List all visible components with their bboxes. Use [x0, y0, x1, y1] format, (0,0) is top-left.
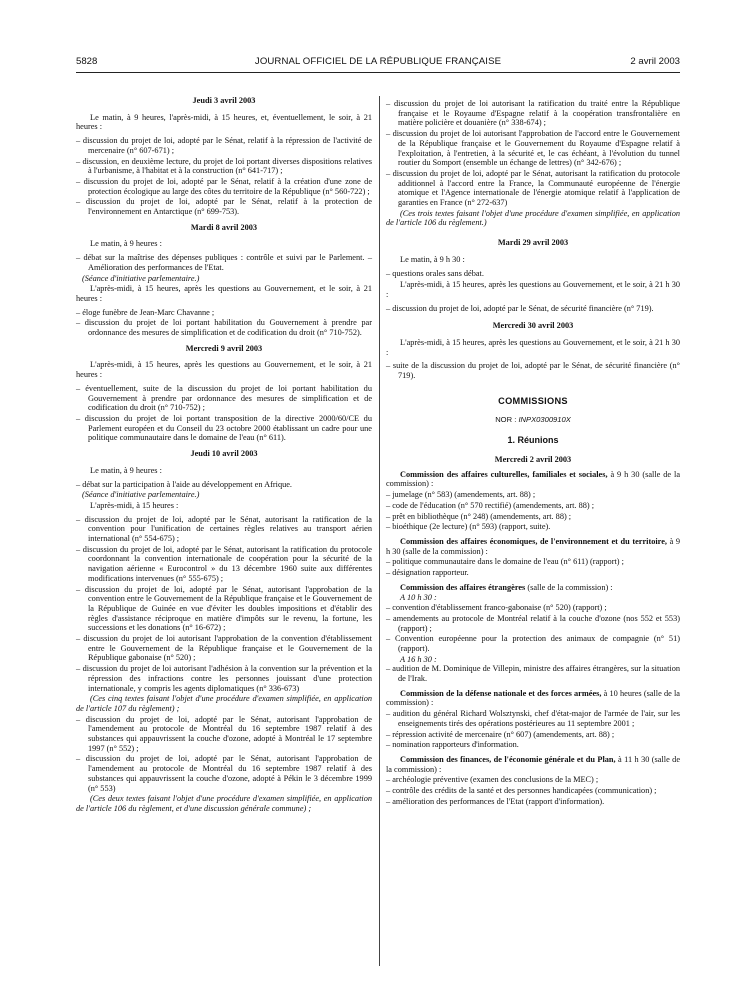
commission-name: Commission des affaires étrangères — [400, 582, 526, 592]
agenda-item: – discussion du projet de loi, adopté par le Sénat, relatif à la répression de l'activité de mercenaire (n° 607-671) ; — [76, 136, 372, 155]
day-heading: Mercredi 9 avril 2003 — [185, 343, 263, 353]
agenda-list — [76, 480, 372, 490]
section-title: COMMISSIONS — [498, 395, 568, 406]
agenda-item: – nomination rapporteurs d'information. — [386, 740, 680, 750]
agenda-list — [76, 308, 372, 338]
agenda-item: – discussion du projet de loi, adopté par le Sénat, autorisant l'approbation de la convention entre le Gouvernement de la République française et le Gouvernement de la République de Guinée en vue d'éviter les doubles impositions et d'établir des règles d'assistance réciproque en matière d'impôts sur le revenu, la fortune, les successions et les donations (n° 16-672) ; — [76, 585, 372, 634]
session-note: (Séance d'initiative parlementaire.) — [82, 273, 200, 283]
commission-heading — [386, 537, 680, 556]
agenda-item: – audition du général Richard Wolsztynski, chef d'état-major de l'armée de l'air, sur les enseignements tirés des opérations postérieures au 11 septembre 2001 ; — [386, 709, 680, 728]
commission-name: Commission des affaires économiques, de l'environnement et du territoire, — [400, 536, 667, 546]
commission-agenda — [386, 603, 680, 654]
page-header — [76, 56, 680, 70]
agenda-item: – discussion du projet de loi, adopté par le Sénat, autorisant la ratification de la convention pour l'unification de certaines règles relatives au transport aérien international (n° 554-675) ; — [76, 515, 372, 544]
agenda-item: – discussion du projet de loi, adopté par le Sénat, relatif à la protection de l'environnement en Antarctique (n° 699-753). — [76, 197, 372, 216]
agenda-item: – éloge funèbre de Jean-Marc Chavanne ; — [76, 308, 372, 318]
day-heading: Mardi 8 avril 2003 — [190, 222, 258, 232]
agenda-item: – discussion du projet de loi portant habilitation du Gouvernement à prendre par ordonnance des mesures de simplification et de codification du droit (n° 710-752). — [76, 318, 372, 337]
session-intro: Le matin, à 9 heures : — [90, 239, 162, 249]
commission-agenda — [386, 557, 680, 577]
day-heading: Mardi 29 avril 2003 — [497, 238, 569, 248]
agenda-item: – convention d'établissement franco-gabonaise (n° 520) (rapport) ; — [386, 603, 680, 613]
agenda-item: – amendements au protocole de Montréal relatif à la couche d'ozone (nos 552 et 553) (rapport) ; — [386, 614, 680, 633]
agenda-item: – discussion du projet de loi autorisant l'adhésion à la convention sur la prévention et la répression des infractions contre les personnes jouissant d'une protection internationale, y compris les agents diplomatiques (n° 336-673) — [76, 664, 372, 693]
agenda-item: – discussion du projet de loi, adopté par le Sénat, autorisant la ratification du protocole coordonnant la convention internationale de coopération pour la sécurité de la navigation aérienne « Eurocontrol » du 13 décembre 1960 suite aux différentes modifications intervenues (n° 555-675) ; — [76, 545, 372, 584]
agenda-item: – politique communautaire dans le domaine de l'eau (n° 611) (rapport) ; — [386, 557, 680, 567]
agenda-list — [76, 136, 372, 217]
commission-time: (salle de la commission) : — [527, 582, 613, 592]
issue-date: 2 avril 2003 — [630, 56, 680, 67]
agenda-item: – discussion du projet de loi, adopté par le Sénat, relatif à la création d'une zone de protection écologique au large des côtes du territoire de la République (n° 560-722) ; — [76, 177, 372, 196]
commission-name: Commission de la défense nationale et des forces armées, — [400, 688, 602, 698]
agenda-item: – discussion du projet de loi, adopté par le Sénat, autorisant l'approbation de l'amendement au protocole de Montréal du 16 septembre 1987 relatif à des substances qui appauvrissent la couche d'ozone, adopté à Pékin le 3 décembre 1999 (n° 553) — [76, 754, 372, 793]
agenda-item: – discussion du projet de loi autorisant l'approbation de l'accord entre le Gouvernement de la République française et le Gouvernement du Royaume d'Espagne relatif à l'exploitation, à l'entretien, à la sécurité et, le cas échéant, à l'évolution du tunnel routier du Somport (ensemble un échange de lettres) (n° 342-676) ; — [386, 129, 680, 168]
session-intro: Le matin, à 9 h 30 : — [400, 254, 465, 264]
agenda-item: – bioéthique (2e lecture) (n° 593) (rapport, suite). — [386, 522, 680, 532]
agenda-item: – discussion du projet de loi, adopté par le Sénat, autorisant l'approbation de l'amendement au protocole de Montréal du 16 septembre 1987 relatif à des substances qui appauvrissent la couche d'ozone, adopté à Montréal le 17 septembre 1997 (n° 552) ; — [76, 715, 372, 754]
session-intro: L'après-midi, à 15 heures, après les questions au Gouvernement, et le soir, à 21 heures : — [76, 284, 372, 303]
session-time: A 16 h 30 : — [400, 654, 437, 664]
agenda-list — [386, 99, 680, 208]
session-intro: L'après-midi, à 15 heures, après les questions au Gouvernement, et le soir, à 21 h 30 : — [386, 338, 680, 357]
agenda-item: – archéologie préventive (examen des conclusions de la MEC) ; — [386, 775, 680, 785]
agenda-item: – jumelage (n° 583) (amendements, art. 88) ; — [386, 490, 680, 500]
session-intro: Le matin, à 9 heures, l'après-midi, à 15 heures, et, éventuellement, le soir, à 21 heures : — [76, 112, 372, 132]
agenda-list — [386, 361, 680, 380]
agenda-list — [386, 269, 680, 279]
day-heading: Jeudi 10 avril 2003 — [190, 449, 258, 459]
agenda-item: – Convention européenne pour la protection des animaux de compagnie (n° 51) (rapport). — [386, 634, 680, 653]
agenda-list — [76, 715, 372, 794]
commission-time: à 10 heures (salle de la commission) : — [386, 688, 680, 708]
commission-heading — [386, 583, 680, 593]
subsection-title: 1. Réunions — [507, 435, 559, 446]
left-column — [76, 96, 372, 822]
agenda-item: – débat sur la maîtrise des dépenses publiques : contrôle et suivi par le Parlement. – Amélioration des performances de l'Etat. — [76, 253, 372, 272]
agenda-item: – audition de M. Dominique de Villepin, ministre des affaires étrangères, sur la situation de l'Irak. — [386, 664, 680, 683]
agenda-list — [76, 384, 372, 443]
day-heading: Jeudi 3 avril 2003 — [192, 96, 256, 105]
commission-agenda — [386, 775, 680, 806]
day-heading: Mercredi 2 avril 2003 — [494, 454, 572, 464]
agenda-item: – éventuellement, suite de la discussion du projet de loi portant habilitation du Gouvernement à prendre par ordonnance des mesures de simplification et de codification du droit (n° 710-752) ; — [76, 384, 372, 413]
commission-agenda — [386, 664, 680, 683]
commission-time: à 9 h 30 (salle de la commission) : — [386, 469, 681, 489]
header-rule — [76, 72, 680, 73]
commission-agenda — [386, 709, 680, 750]
procedure-note: (Ces deux textes faisant l'objet d'une procédure d'examen simplifiée, en application de l'article 106 du règlement, et d'une discussion générale commune) ; — [76, 794, 372, 813]
page-number: 5828 — [76, 56, 98, 67]
commission-heading — [386, 470, 680, 489]
agenda-list — [386, 304, 680, 314]
commission-time: à 11 h 30 (salle de la commission) : — [386, 754, 681, 774]
nor-label: NOR : — [495, 414, 517, 424]
session-intro: Le matin, à 9 heures : — [90, 465, 162, 475]
column-divider — [379, 96, 380, 966]
agenda-item: – désignation rapporteur. — [386, 568, 680, 578]
session-time: A 10 h 30 : — [400, 593, 437, 603]
commission-name: Commission des finances, de l'économie générale et du Plan, — [400, 754, 616, 764]
agenda-list — [76, 515, 372, 694]
agenda-item: – code de l'éducation (n° 570 rectifié) (amendements, art. 88) ; — [386, 501, 680, 511]
nor-reference — [386, 415, 680, 425]
session-intro: L'après-midi, à 15 heures, après les questions au Gouvernement, et le soir, à 21 h 30 : — [386, 280, 680, 299]
session-intro: L'après-midi, à 15 heures, après les questions au Gouvernement, et le soir, à 21 heures : — [76, 360, 372, 380]
commission-agenda — [386, 490, 680, 532]
day-heading: Mercredi 30 avril 2003 — [492, 321, 574, 331]
session-intro: L'après-midi, à 15 heures : — [90, 500, 179, 510]
agenda-item: – débat sur la participation à l'aide au développement en Afrique. — [76, 480, 372, 490]
agenda-item: – discussion du projet de loi, adopté par le Sénat, autorisant la ratification du protocole additionnel à l'accord entre la France, la Communauté européenne de l'énergie atomique et l'Agence internationale de l'énergie atomique relatif à l'application de garanties en France (n° 272-637) — [386, 169, 680, 208]
agenda-item: – répression activité de mercenaire (n° 607) (amendements, art. 88) ; — [386, 730, 680, 740]
agenda-item: – discussion, en deuxième lecture, du projet de loi portant diverses dispositions relatives à l'urbanisme, à l'habitat et à la construction (n° 641-717) ; — [76, 157, 372, 176]
nor-value: INPX0300910X — [518, 414, 571, 424]
procedure-note: (Ces cinq textes faisant l'objet d'une procédure d'examen simplifiée, en application de l'article 107 du règlement) ; — [76, 694, 372, 713]
commission-heading — [386, 755, 680, 774]
agenda-item: – suite de la discussion du projet de loi, adopté par le Sénat, de sécurité financière (n° 719). — [386, 361, 680, 380]
agenda-item: – discussion du projet de loi portant transposition de la directive 2000/60/CE du Parlement européen et du Conseil du 23 octobre 2000 établissant un cadre pour une politique communautaire dans le domaine de l'eau (n° 611). — [76, 414, 372, 443]
commission-name: Commission des affaires culturelles, familiales et sociales, — [400, 469, 608, 479]
agenda-item: – discussion du projet de loi autorisant l'approbation de la convention d'établissement entre le Gouvernement de la République française et le Gouvernement de la République gabonaise (n° 520) ; — [76, 634, 372, 663]
session-note: (Séance d'initiative parlementaire.) — [82, 490, 200, 500]
agenda-item: – amélioration des performances de l'Etat (rapport d'information). — [386, 797, 680, 807]
commission-time: à 9 h 30 (salle de la commission) : — [386, 536, 680, 556]
journal-title: JOURNAL OFFICIEL DE LA RÉPUBLIQUE FRANÇAISE — [254, 56, 502, 67]
commission-heading — [386, 689, 680, 708]
agenda-item: – questions orales sans débat. — [386, 269, 680, 279]
agenda-list — [76, 253, 372, 272]
agenda-item: – discussion du projet de loi, adopté par le Sénat, de sécurité financière (n° 719). — [386, 304, 680, 314]
right-column — [386, 99, 680, 811]
procedure-note: (Ces trois textes faisant l'objet d'une procédure d'examen simplifiée, en application de l'article 106 du règlement.) — [386, 208, 680, 228]
agenda-item: – prêt en bibliothèque (n° 248) (amendements, art. 88) ; — [386, 512, 680, 522]
agenda-item: – contrôle des crédits de la santé et des personnes handicapées (communication) ; — [386, 786, 680, 796]
agenda-item: – discussion du projet de loi autorisant la ratification du traité entre la République française et le Royaume d'Espagne relatif à la coopération transfrontalière en matière policière et douanière (n° 338-674) ; — [386, 99, 680, 128]
